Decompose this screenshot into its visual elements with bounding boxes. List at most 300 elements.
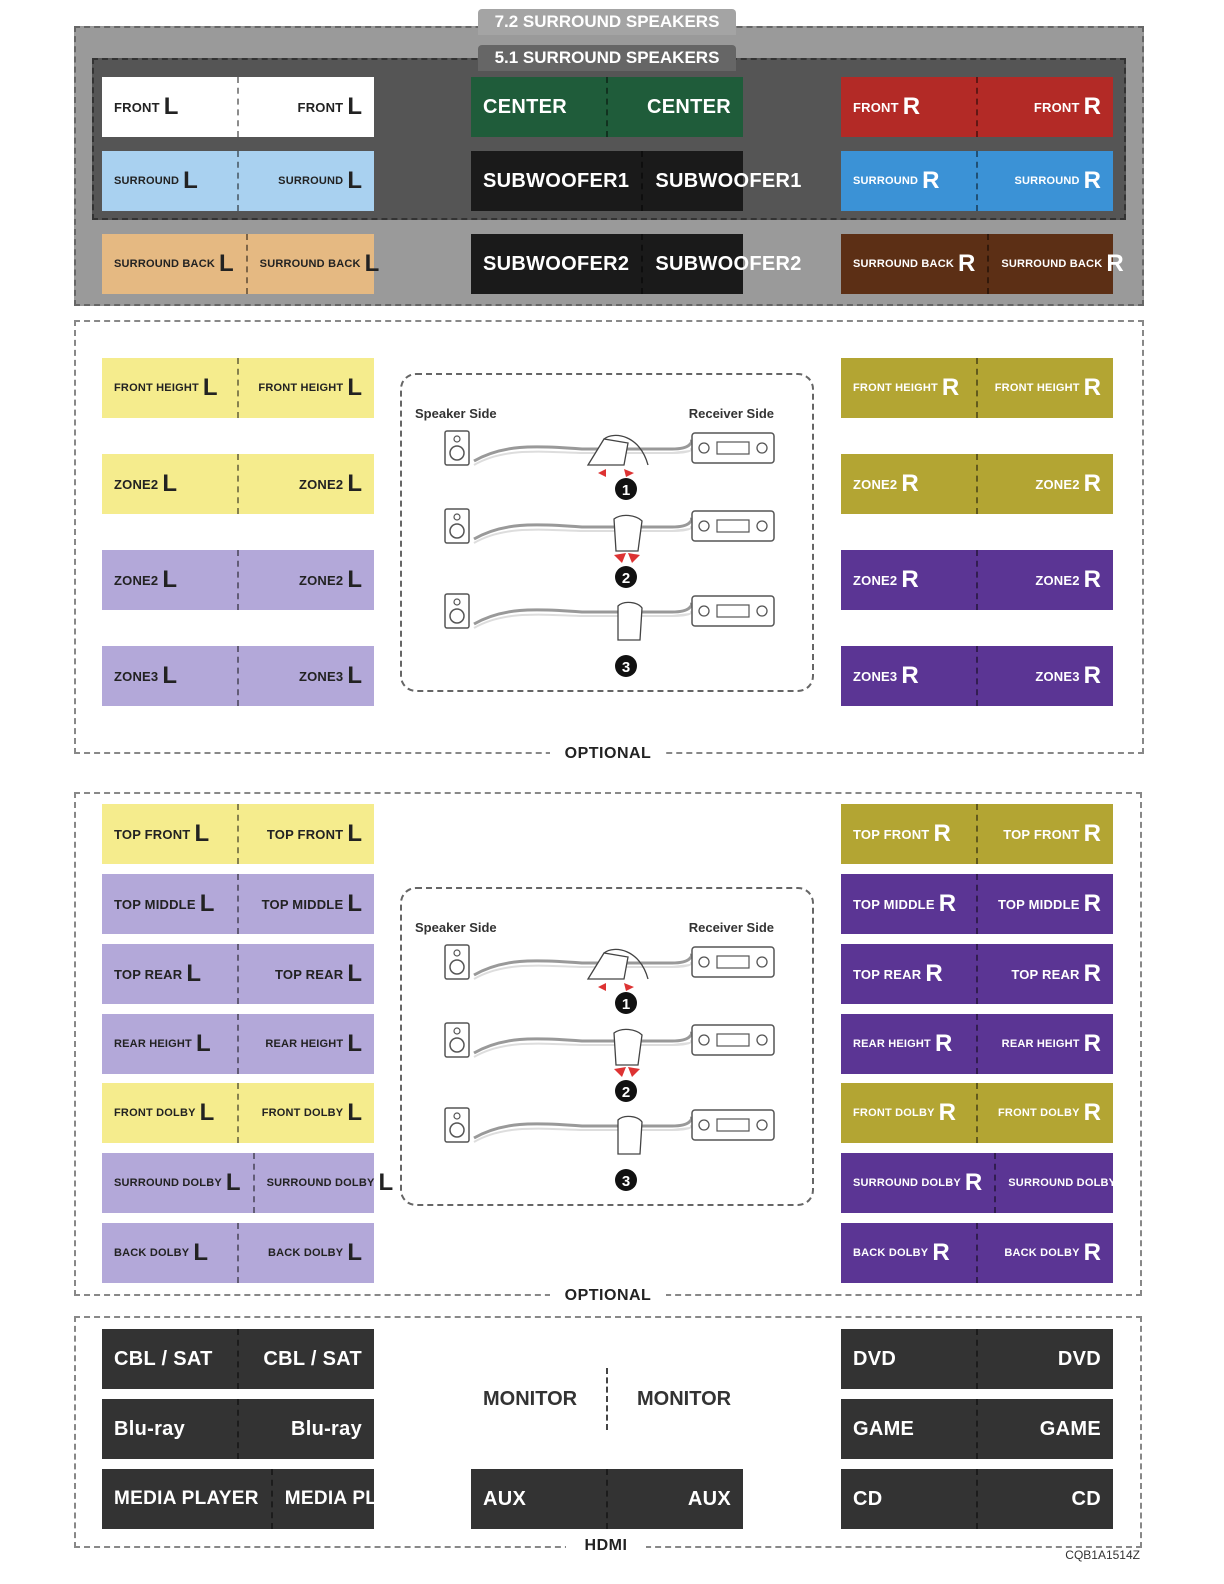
label-text: SURROUND DOLBY [266, 1177, 375, 1189]
label-text: ZONE2 [114, 572, 159, 588]
label-side-letter: R [1083, 374, 1101, 401]
cable-label-zone2-l-purple [102, 550, 374, 610]
cable-label-center [471, 77, 743, 137]
receiver-side-label: Receiver Side [688, 920, 774, 935]
step-number: 3 [621, 1173, 631, 1190]
label-text: ZONE2 [298, 476, 344, 492]
label-text: TOP REAR [275, 966, 344, 982]
label-text: FRONT [114, 99, 160, 115]
label-half-right [237, 77, 374, 137]
wrap-step-row [445, 945, 774, 1014]
arrow-icon [624, 469, 634, 477]
label-half-left [841, 1469, 976, 1529]
cable-label-zone2-r-purple [841, 550, 1113, 610]
label-side-letter: L [186, 960, 201, 987]
label-text: ZONE2 [853, 572, 898, 588]
label-text: SUBWOOFER1 [655, 169, 802, 192]
label-side-letter: R [1083, 820, 1101, 847]
label-half-right [976, 1083, 1113, 1143]
wrap-step-row [445, 509, 774, 588]
label-text: FRONT [853, 99, 899, 115]
label-text: SUBWOOFER2 [655, 252, 802, 275]
label-text: ZONE3 [298, 668, 344, 684]
label-half-right [976, 1399, 1113, 1459]
label-text: GAME [853, 1417, 915, 1440]
label-half-left [841, 646, 976, 706]
label-text: FRONT DOLBY [261, 1107, 344, 1119]
arrow-icon [598, 983, 606, 991]
cable-label-back-dolby-l [102, 1223, 374, 1283]
cable-label-front-dolby-r [841, 1083, 1113, 1143]
label-text: AUX [687, 1487, 731, 1510]
cable-label-game [841, 1399, 1113, 1459]
optional-caption-1: OPTIONAL [550, 745, 666, 763]
label-half-right [976, 454, 1113, 514]
label-side-letter: R [938, 1099, 956, 1126]
label-side-letter: R [932, 1239, 950, 1266]
label-half-right [237, 151, 374, 211]
label-half-left [841, 234, 987, 294]
label-text: SURROUND DOLBY [1008, 1177, 1117, 1189]
speaker-cable-highlight [474, 612, 691, 628]
label-half-right [976, 874, 1113, 934]
label-half-right [976, 646, 1113, 706]
arrow-icon [598, 469, 606, 477]
label-half-left [102, 1223, 237, 1283]
label-text: SURROUND BACK [853, 258, 954, 270]
surround-7-2-title: 7.2 SURROUND SPEAKERS [478, 9, 736, 35]
cable-label-cd [841, 1469, 1113, 1529]
label-half-right [253, 1153, 406, 1213]
label-side-letter: L [347, 1030, 362, 1057]
cable-label-front-height-r [841, 358, 1113, 418]
label-half-right [237, 1014, 374, 1074]
speaker-cable-highlight [474, 1041, 691, 1057]
label-half-left [841, 804, 976, 864]
label-half-right [237, 550, 374, 610]
step-number: 3 [621, 659, 631, 676]
arrow-icon [614, 553, 626, 563]
wrap-instructions-diagram-2 [400, 887, 814, 1206]
label-text: TOP FRONT [853, 826, 930, 842]
label-side-letter: L [225, 1169, 241, 1196]
label-side-letter: R [1083, 1030, 1101, 1057]
speaker-side-label: Speaker Side [415, 920, 497, 935]
speaker-cable-highlight [474, 1126, 691, 1142]
label-half-left [841, 874, 976, 934]
label-text: CD [1071, 1487, 1101, 1510]
cable-label-top-middle-l [102, 874, 374, 934]
cable-label-blu-ray [102, 1399, 374, 1459]
label-text: SURROUND [1014, 175, 1080, 187]
label-side-letter: L [162, 470, 178, 497]
label-text: ZONE2 [298, 572, 344, 588]
speaker-cable-highlight [474, 527, 691, 543]
cable-label-surround-l [102, 151, 374, 211]
speaker-cable [474, 604, 691, 624]
arrow-icon [628, 1067, 640, 1077]
cable-label-surround-dolby-l [102, 1153, 394, 1213]
label-half-left [841, 358, 976, 418]
label-half-right [237, 944, 374, 1004]
speaker-cable [474, 955, 691, 975]
cable-label-subwoofer1 [471, 151, 802, 211]
label-side-letter: R [1083, 167, 1101, 194]
label-text: ZONE2 [1035, 476, 1080, 492]
label-half-right [976, 1014, 1113, 1074]
label-side-letter: R [964, 1169, 983, 1196]
cable-label-top-front-l [102, 804, 374, 864]
label-text: BACK DOLBY [853, 1247, 929, 1259]
label-half-left [841, 454, 976, 514]
label-half-left [102, 550, 237, 610]
label-text: CBL / SAT [263, 1347, 362, 1370]
label-side-letter: R [941, 374, 960, 401]
label-side-letter: R [1083, 960, 1101, 987]
label-text: SURROUND BACK [1001, 258, 1103, 270]
label-text: SURROUND BACK [114, 258, 215, 270]
label-half-right [237, 646, 374, 706]
label-half-left [102, 358, 237, 418]
label-half-left [841, 944, 976, 1004]
receiver-icon [692, 947, 774, 977]
label-side-letter: L [347, 820, 362, 847]
wrap-step-row [445, 431, 774, 500]
label-text: ZONE2 [853, 476, 898, 492]
label-text: AUX [483, 1487, 527, 1510]
label-half-left [841, 151, 976, 211]
cable-label-front-l [102, 77, 374, 137]
cable-label-aux [471, 1469, 743, 1529]
speaker-side-label: Speaker Side [415, 406, 497, 421]
label-side-letter: R [901, 566, 919, 593]
speaker-cable [474, 1118, 691, 1138]
monitor-cut-line [606, 1368, 608, 1430]
label-side-letter: R [933, 820, 951, 847]
label-side-letter: R [1083, 662, 1101, 689]
label-half-right [976, 944, 1113, 1004]
label-side-letter: R [1083, 1099, 1101, 1126]
speaker-cable [474, 441, 691, 461]
label-half-left [841, 1399, 976, 1459]
label-side-letter: L [347, 167, 362, 194]
wrap-step-row [445, 1108, 774, 1191]
cable-label-zone2-r-olive [841, 454, 1113, 514]
label-half-left [102, 804, 237, 864]
label-half-right [987, 234, 1135, 294]
label-text: TOP MIDDLE [997, 896, 1080, 912]
label-text: REAR HEIGHT [853, 1038, 931, 1050]
label-half-right [976, 358, 1113, 418]
cable-label-rear-height-r [841, 1014, 1113, 1074]
label-half-right [976, 151, 1113, 211]
cable-label-cbl-sat [102, 1329, 374, 1389]
label-text: TOP REAR [1011, 966, 1080, 982]
label-side-letter: R [925, 960, 943, 987]
label-half-left [471, 234, 641, 294]
label-side-letter: R [901, 662, 919, 689]
label-half-left [102, 1014, 237, 1074]
label-half-left [102, 151, 237, 211]
label-half-right [237, 1329, 374, 1389]
speaker-cable-highlight [474, 963, 691, 979]
label-text: CBL / SAT [114, 1347, 213, 1370]
label-text: FRONT HEIGHT [258, 382, 344, 394]
label-half-left [471, 77, 606, 137]
arrow-icon [628, 553, 640, 563]
label-text: REAR HEIGHT [1001, 1038, 1080, 1050]
optional-caption-2: OPTIONAL [550, 1287, 666, 1305]
label-text: TOP REAR [853, 966, 922, 982]
cable-label-front-height-l [102, 358, 374, 418]
label-side-letter: L [347, 93, 362, 120]
wrap-step-row [445, 594, 774, 677]
label-half-right [246, 234, 392, 294]
label-text: FRONT [1033, 99, 1080, 115]
wrap-diagram-drawing [402, 375, 812, 690]
label-side-letter: L [347, 960, 362, 987]
label-side-letter: L [183, 167, 198, 194]
label-text: TOP FRONT [114, 826, 191, 842]
label-text: BACK DOLBY [114, 1247, 190, 1259]
label-half-right [237, 1399, 374, 1459]
label-side-letter: L [162, 662, 178, 689]
label-text: CD [853, 1487, 883, 1510]
label-half-right [994, 1153, 1149, 1213]
label-side-letter: R [1083, 93, 1101, 120]
step-number: 1 [621, 996, 631, 1013]
monitor-label-left: MONITOR [483, 1388, 578, 1410]
label-side-letter: R [1106, 250, 1124, 277]
label-text: ZONE3 [114, 668, 159, 684]
label-wrap-icon [614, 515, 642, 551]
label-half-right [976, 1469, 1113, 1529]
label-text: FRONT HEIGHT [114, 382, 199, 394]
label-text: REAR HEIGHT [114, 1038, 192, 1050]
label-half-right [237, 1083, 374, 1143]
receiver-icon [692, 511, 774, 541]
cable-label-front-dolby-l [102, 1083, 374, 1143]
label-half-right [237, 358, 374, 418]
label-wrapped-icon [618, 602, 642, 640]
step-number: 2 [621, 1084, 631, 1101]
speaker-cable-highlight [474, 449, 691, 465]
label-text: SURROUND [114, 175, 180, 187]
label-half-right [606, 77, 743, 137]
cable-label-top-middle-r [841, 874, 1113, 934]
label-half-left [102, 1399, 237, 1459]
label-text: DVD [1057, 1347, 1101, 1370]
label-half-left [102, 454, 237, 514]
label-text: FRONT [297, 99, 344, 115]
label-half-right [237, 454, 374, 514]
step-number: 1 [621, 482, 631, 499]
label-half-left [471, 1469, 606, 1529]
cable-label-surround-back-l [102, 234, 380, 294]
label-side-letter: L [364, 250, 380, 277]
label-text: SURROUND [853, 175, 919, 187]
wrap-step-row [445, 1023, 774, 1102]
label-half-left [841, 1329, 976, 1389]
label-wrap-icon [614, 1029, 642, 1065]
receiver-icon [692, 433, 774, 463]
cable-label-surround-r [841, 151, 1113, 211]
label-side-letter: L [202, 374, 218, 401]
label-side-letter: L [199, 1099, 215, 1126]
label-side-letter: R [934, 1030, 953, 1057]
label-side-letter: R [958, 250, 976, 277]
label-side-letter: R [1083, 566, 1101, 593]
receiver-side-label: Receiver Side [688, 406, 774, 421]
label-text: TOP REAR [114, 966, 183, 982]
label-side-letter: L [347, 470, 362, 497]
label-text: ZONE2 [1035, 572, 1080, 588]
monitor-label-right: MONITOR [637, 1388, 732, 1410]
speaker-cable [474, 1033, 691, 1053]
step-number: 2 [621, 570, 631, 587]
arrow-icon [614, 1067, 626, 1077]
receiver-icon [692, 1025, 774, 1055]
speaker-cable [474, 519, 691, 539]
label-half-right [606, 1469, 743, 1529]
label-half-left [102, 874, 237, 934]
receiver-icon [692, 1110, 774, 1140]
label-half-right [641, 151, 813, 211]
label-text: ZONE3 [853, 668, 898, 684]
label-side-letter: L [347, 374, 362, 401]
label-side-letter: L [193, 1239, 209, 1266]
label-text: FRONT HEIGHT [994, 382, 1080, 394]
label-text: TOP FRONT [1003, 826, 1080, 842]
label-text: Blu-ray [114, 1417, 186, 1440]
label-text: SURROUND BACK [259, 258, 361, 270]
wrap-diagram-drawing [402, 889, 812, 1204]
label-side-letter: R [1120, 1169, 1138, 1196]
label-half-left [102, 944, 237, 1004]
cable-label-zone3-l [102, 646, 374, 706]
label-half-right [237, 804, 374, 864]
cable-label-zone3-r [841, 646, 1113, 706]
cable-label-media-player [102, 1469, 430, 1529]
label-half-left [841, 550, 976, 610]
label-side-letter: L [347, 1099, 362, 1126]
label-side-letter: L [199, 890, 215, 917]
label-half-left [841, 1223, 976, 1283]
label-half-right [976, 804, 1113, 864]
label-side-letter: L [347, 566, 362, 593]
label-text: MEDIA PLAYER [114, 1488, 259, 1509]
label-half-left [102, 1083, 237, 1143]
label-half-left [841, 1083, 976, 1143]
cable-label-back-dolby-r [841, 1223, 1113, 1283]
label-half-right [641, 234, 813, 294]
label-text: DVD [853, 1347, 897, 1370]
label-half-left [102, 234, 246, 294]
label-half-left [841, 77, 976, 137]
label-text: Blu-ray [290, 1417, 362, 1440]
label-side-letter: R [1083, 470, 1101, 497]
document-code: CQB1A1514Z [1065, 1548, 1140, 1562]
label-side-letter: L [195, 1030, 211, 1057]
label-half-right [976, 1329, 1113, 1389]
label-text: FRONT HEIGHT [853, 382, 938, 394]
cable-label-top-rear-l [102, 944, 374, 1004]
label-side-letter: R [922, 167, 940, 194]
label-side-letter: L [347, 1239, 362, 1266]
label-text: GAME [1039, 1417, 1101, 1440]
label-text: SUBWOOFER2 [483, 252, 630, 275]
cable-label-surround-back-r [841, 234, 1124, 294]
label-text: SUBWOOFER1 [483, 169, 630, 192]
label-text: CENTER [646, 95, 731, 118]
label-side-letter: L [162, 566, 178, 593]
label-side-letter: L [163, 93, 179, 120]
label-text: REAR HEIGHT [265, 1038, 344, 1050]
cable-label-surround-dolby-r [841, 1153, 1138, 1213]
label-text: TOP MIDDLE [114, 896, 196, 912]
label-text: FRONT DOLBY [853, 1107, 935, 1119]
label-side-letter: R [901, 470, 919, 497]
label-text: SURROUND DOLBY [853, 1177, 961, 1189]
label-text: ZONE2 [114, 476, 159, 492]
label-text: FRONT DOLBY [998, 1107, 1080, 1119]
receiver-icon [692, 596, 774, 626]
label-side-letter: L [347, 662, 362, 689]
label-side-letter: R [938, 890, 957, 917]
label-text: ZONE3 [1035, 668, 1080, 684]
cable-label-zone2-l-yellow [102, 454, 374, 514]
label-text: TOP MIDDLE [261, 896, 344, 912]
label-wrapped-icon [618, 1116, 642, 1154]
label-side-letter: L [378, 1169, 394, 1196]
label-half-left [102, 1469, 271, 1529]
label-half-left [471, 151, 641, 211]
cable-label-front-r [841, 77, 1113, 137]
label-text: TOP MIDDLE [853, 896, 935, 912]
label-text: FRONT DOLBY [114, 1107, 196, 1119]
wrap-instructions-diagram-1 [400, 373, 814, 692]
cable-label-subwoofer2 [471, 234, 802, 294]
label-half-right [237, 1223, 374, 1283]
label-half-right [237, 874, 374, 934]
label-text: BACK DOLBY [1004, 1247, 1080, 1259]
cable-label-dvd [841, 1329, 1113, 1389]
arrow-icon [624, 983, 634, 991]
label-text: CENTER [483, 95, 568, 118]
label-text: SURROUND DOLBY [114, 1177, 222, 1189]
hdmi-caption: HDMI [566, 1537, 646, 1555]
label-text: BACK DOLBY [267, 1247, 344, 1259]
label-half-left [841, 1153, 994, 1213]
label-half-right [271, 1469, 442, 1529]
label-text: MEDIA PLAYER [284, 1488, 430, 1509]
label-side-letter: L [194, 820, 210, 847]
label-half-left [841, 1014, 976, 1074]
cable-label-rear-height-l [102, 1014, 374, 1074]
label-side-letter: R [1083, 890, 1101, 917]
label-text: SURROUND [278, 175, 344, 187]
label-half-right [976, 77, 1113, 137]
label-half-left [102, 77, 237, 137]
label-half-left [102, 646, 237, 706]
label-half-right [976, 550, 1113, 610]
surround-5-1-title: 5.1 SURROUND SPEAKERS [478, 45, 736, 71]
label-side-letter: L [219, 250, 234, 277]
cable-label-top-rear-r [841, 944, 1113, 1004]
label-side-letter: L [347, 890, 362, 917]
label-half-left [102, 1153, 253, 1213]
label-text: TOP FRONT [266, 826, 344, 842]
